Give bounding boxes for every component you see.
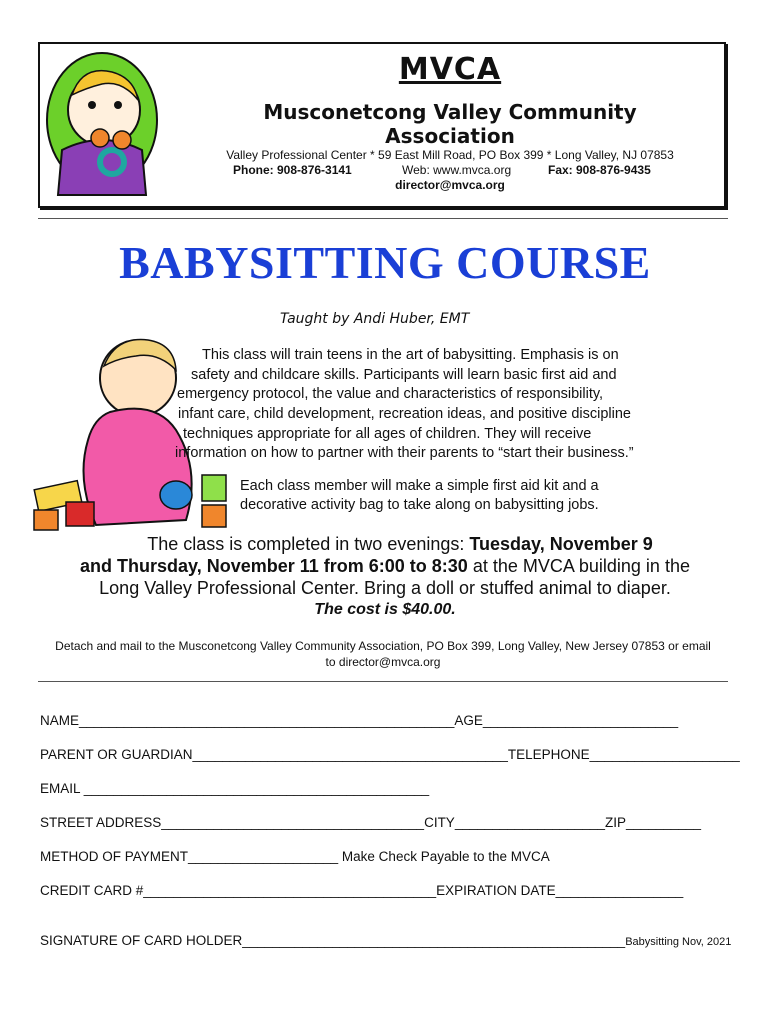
header-divider xyxy=(38,218,728,219)
kit-line: Each class member will make a simple first aid kit and a xyxy=(240,478,599,494)
detach-line: Detach and mail to the Musconetcong Valley Community Association, PO Box 399, Long Valley, New Jersey 07853 or email xyxy=(55,639,711,653)
schedule-line-2 xyxy=(40,555,730,578)
contact-email: director@mvca.org xyxy=(395,178,505,192)
payment-method-row xyxy=(40,849,550,864)
parent-telephone-field[interactable]: PARENT OR GUARDIAN__________________________________________TELEPHONE____________________ xyxy=(40,747,740,762)
kit-line: decorative activity bag to take along on babysitting jobs. xyxy=(240,497,599,513)
description-line: emergency protocol, the value and characteristics of responsibility, xyxy=(177,386,604,402)
page-title: BABYSITTING COURSE xyxy=(119,237,651,288)
schedule-line-1 xyxy=(60,533,740,556)
form-divider xyxy=(38,681,728,682)
description-line: techniques appropriate for all ages of children. They will receive xyxy=(183,426,592,442)
payment-note: Make Check Payable to the MVCA xyxy=(338,849,550,864)
org-full-name: Musconetcong Valley Community Association xyxy=(263,100,637,148)
credit-card-field[interactable]: CREDIT CARD #_______________________________________EXPIRATION DATE_________________ xyxy=(40,883,684,898)
address-field[interactable]: STREET ADDRESS___________________________________CITY____________________ZIP__________ xyxy=(40,815,702,830)
schedule-text: The class is completed in two evenings: xyxy=(147,534,470,554)
signature-field[interactable]: SIGNATURE OF CARD HOLDER___________________________________________________ xyxy=(40,933,626,948)
schedule-line-3: Long Valley Professional Center. Bring a doll or stuffed animal to diaper. xyxy=(99,578,671,598)
org-address: Valley Professional Center * 59 East Mill Road, PO Box 399 * Long Valley, NJ 07853 xyxy=(226,148,674,162)
detach-instructions xyxy=(38,638,728,670)
email-field[interactable]: EMAIL ______________________________________________ xyxy=(40,781,430,796)
signature-row xyxy=(40,933,731,948)
description-line: safety and childcare skills. Participants will learn basic first aid and xyxy=(191,367,617,383)
footer-note: Babysitting Nov, 2021 xyxy=(625,936,732,948)
web-text: Web: www.mvca.org xyxy=(402,163,512,177)
description-line: information on how to partner with their parents to “start their business.” xyxy=(175,445,634,461)
schedule-date-1: Tuesday, November 9 xyxy=(469,534,653,554)
description-line: infant care, child development, recreation ideas, and positive discipline xyxy=(178,406,631,422)
detach-line: to director@mvca.org xyxy=(325,655,441,669)
org-short-name: MVCA xyxy=(398,52,502,87)
course-cost: The cost is $40.00. xyxy=(314,601,456,618)
fax-text: Fax: 908-876-9435 xyxy=(548,163,651,177)
baby-logo-icon xyxy=(42,50,162,200)
schedule-date-2: and Thursday, November 11 from 6:00 to 8:30 xyxy=(80,556,468,576)
phone-text: Phone: 908-876-3141 xyxy=(233,163,352,177)
description-line: This class will train teens in the art of babysitting. Emphasis is on xyxy=(202,347,619,363)
instructor-line: Taught by Andi Huber, EMT xyxy=(280,311,470,327)
schedule-text: at the MVCA building in the xyxy=(467,556,690,576)
payment-method-field[interactable]: METHOD OF PAYMENT____________________ xyxy=(40,849,339,864)
name-age-field[interactable]: NAME__________________________________________________AGE__________________________ xyxy=(40,713,679,728)
